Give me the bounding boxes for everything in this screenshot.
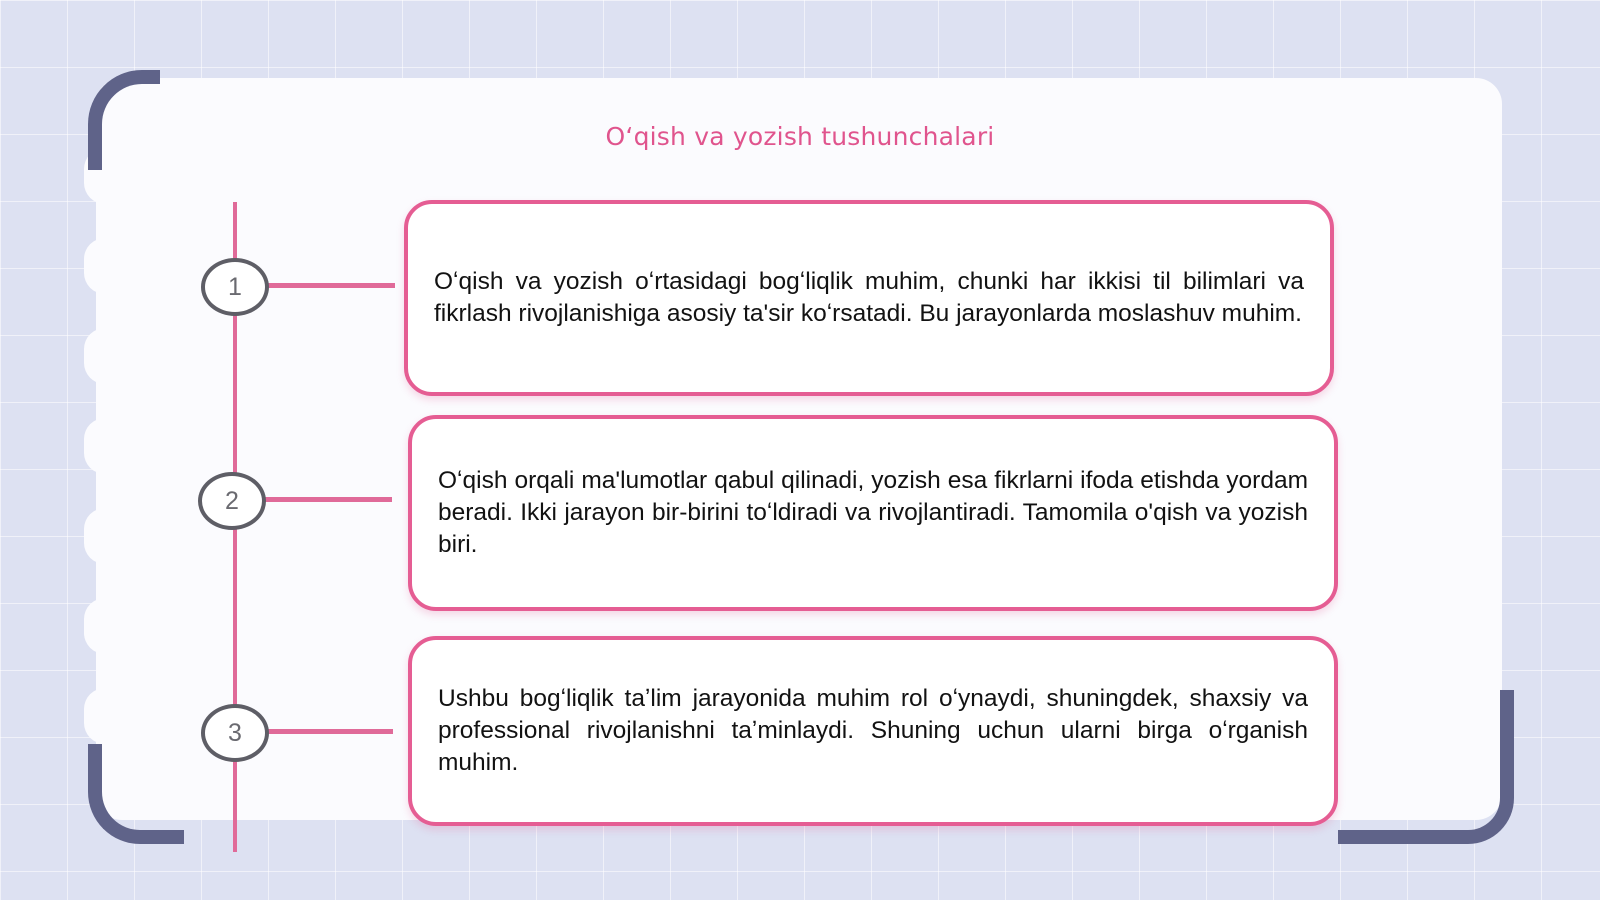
- timeline-connector: [262, 729, 393, 734]
- timeline-connector: [259, 497, 392, 502]
- paper-scallop: [84, 328, 126, 384]
- info-card-1: [404, 200, 1334, 396]
- step-marker-2: 2: [198, 472, 266, 530]
- corner-bracket-top-left: [88, 70, 160, 170]
- paper-scallop: [84, 238, 126, 294]
- paper-scallop: [84, 598, 126, 654]
- corner-bracket-bottom-right: [1338, 690, 1514, 844]
- paper-scallop: [84, 418, 126, 474]
- corner-bracket-bottom-left: [88, 744, 184, 844]
- info-card-2: [408, 415, 1338, 611]
- card-text: Oʻqish va yozish oʻrtasidagi bogʻliqlik muhim, chunki har ikkisi til bilimlari va fikrlash rivojlanishiga asosiy ta'sir koʻrsatadi. Bu jarayonlarda moslashuv muhim.: [434, 268, 1304, 327]
- slide-title: Oʻqish va yozish tushunchalari: [605, 122, 995, 151]
- info-card-3: [408, 636, 1338, 826]
- card-text: Oʻqish orqali ma'lumotlar qabul qilinadi, yozish esa fikrlarni ifoda etishda yordam beradi. Ikki jarayon bir-birini toʻldiradi va rivojlantiradi. Tamomila o'qish va yozish biri.: [438, 467, 1308, 558]
- timeline-connector: [262, 283, 395, 288]
- paper-scallop: [84, 688, 126, 744]
- card-text: Ushbu bogʻliqlik taʼlim jarayonida muhim rol oʻynaydi, shuningdek, shaxsiy va professional rivojlanishni taʼminlaydi. Shuning uchun ularni birga oʻrganish muhim.: [438, 685, 1308, 776]
- step-marker-3: 3: [201, 704, 269, 762]
- step-marker-1: 1: [201, 258, 269, 316]
- paper-scallop: [84, 508, 126, 564]
